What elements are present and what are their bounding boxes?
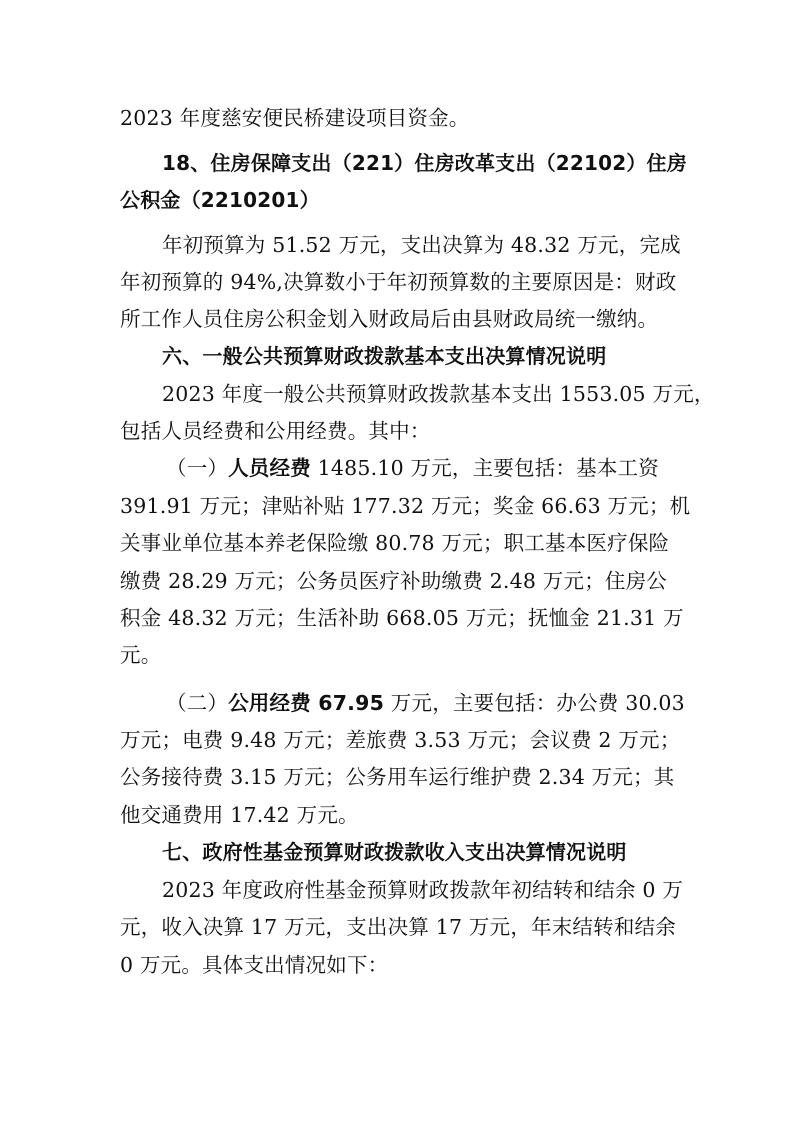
paragraph-line: 2023 年度慈安便民桥建设项目资金。	[120, 106, 470, 130]
paragraph-line: 他交通费用 17.42 万元。	[120, 803, 359, 827]
personnel-cost-text: 1485.10 万元，主要包括：基本工资	[310, 456, 659, 480]
paragraph-line: 万元；电费 9.48 万元；差旅费 3.53 万元；会议费 2 万元；	[120, 728, 681, 752]
public-cost-text: 万元，主要包括：办公费 30.03	[384, 691, 685, 715]
section-heading-six: 六、一般公共预算财政拨款基本支出决算情况说明	[162, 344, 607, 368]
item-marker-1: （一）	[166, 456, 229, 480]
paragraph-line: 公务接待费 3.15 万元；公务用车运行维护费 2.34 万元；其	[120, 765, 675, 789]
paragraph-line: 年初预算为 51.52 万元，支出决算为 48.32 万元，完成	[162, 233, 681, 257]
paragraph-line: 缴费 28.29 万元；公务员医疗补助缴费 2.48 万元；住房公	[120, 569, 667, 593]
section-heading-18: 18、住房保障支出（221）住房改革支出（22102）住房	[162, 151, 687, 175]
paragraph-line: 所工作人员住房公积金划入财政局后由县财政局统一缴纳。	[120, 307, 659, 331]
section-heading-seven: 七、政府性基金预算财政拨款收入支出决算情况说明	[162, 840, 627, 864]
personnel-cost-label: 人员经费	[228, 456, 311, 480]
item-marker-2: （二）	[166, 691, 229, 715]
public-cost-line	[166, 688, 685, 718]
paragraph-line: 元，收入决算 17 万元，支出决算 17 万元，年末结转和结余	[120, 915, 676, 939]
paragraph-line: 391.91 万元；津贴补贴 177.32 万元；奖金 66.63 万元；机	[120, 494, 691, 518]
public-cost-label: 公用经费 67.95	[228, 691, 385, 715]
paragraph-line: 积金 48.32 万元；生活补助 668.05 万元；抚恤金 21.31 万	[120, 606, 684, 630]
personnel-cost-line	[166, 453, 659, 483]
paragraph-line: 元。	[120, 643, 162, 667]
paragraph-line: 包括人员经费和公用经费。其中：	[120, 419, 431, 443]
paragraph-line: 年初预算的 94%,决算数小于年初预算数的主要原因是：财政	[120, 270, 677, 294]
paragraph-line: 0 万元。具体支出情况如下：	[120, 953, 389, 977]
paragraph-line: 2023 年度政府性基金预算财政拨款年初结转和结余 0 万	[162, 878, 684, 902]
paragraph-line: 2023 年度一般公共预算财政拨款基本支出 1553.05 万元，	[162, 382, 715, 406]
section-heading-18-cont: 公积金（2210201）	[120, 188, 320, 212]
paragraph-line: 关事业单位基本养老保险缴 80.78 万元；职工基本医疗保险	[120, 531, 670, 555]
